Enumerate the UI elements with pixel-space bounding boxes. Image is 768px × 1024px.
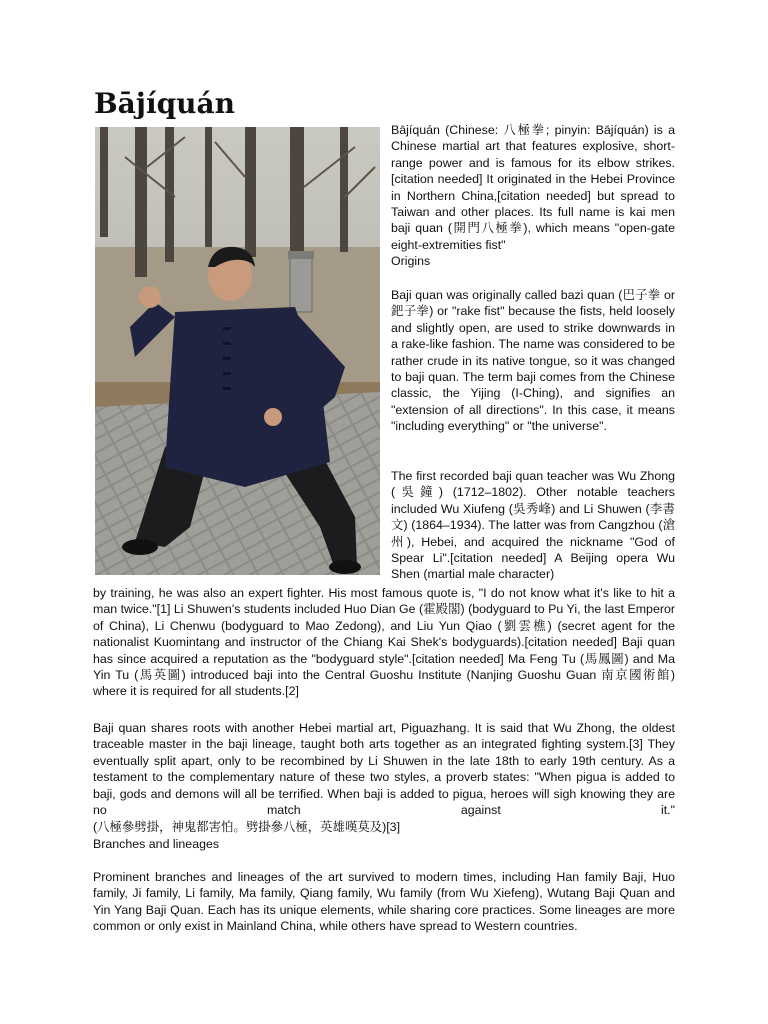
piguazhang-paragraph: Baji quan shares roots with another Hebei martial art, Piguazhang. It is said that Wu Zhong, the oldest traceable master in the baji lineage, taught both arts together as an integrated fighting system.[3] They eventually split apart, only to be recombined by Li Shuwen in the late 18th to early 19th century. As a testament to the complementary nature of these two styles, a proverb states: "When pigua is added to baji, gods and demons will all be terrified. When baji is added to pigua, heroes will sigh knowing they are no match against it." — [93, 721, 675, 818]
intro-paragraph: Bājíquán (Chinese: 八極拳; pinyin: Bājíquán) is a Chinese martial art that features explosive, short-range power and is famous for its elbow strikes.[citation needed] It originated in the Hebei Province in Northern China,[citation needed] but spread to Taiwan and other places. Its full name is kai men baji quan (開門八極拳), which means "open-gate eight-extremities fist" — [391, 123, 675, 252]
teacher-paragraph-right: The first recorded baji quan teacher was Wu Zhong (吳鐘) (1712–1802). Other notable teachers included Wu Xiufeng (吳秀峰) and Li Shuwen (李書文) (1864–1934). The latter was from Cangzhou (滄州), Hebei, and acquired the nickname "God of Spear Li".[citation needed] A Beijing opera Wu Shen (martial male character) — [391, 469, 675, 582]
origins-heading: Origins — [391, 254, 431, 268]
page-title: Bājíquán — [94, 87, 236, 120]
martial-artist-photo — [95, 127, 380, 575]
origins-paragraph: Baji quan was originally called bazi quan (巴子拳 or 鈀子拳) or "rake fist" because the fists, held loosely and slightly open, are used to strike downwards in a rake-like fashion. The name was considered to be rather crude in its native tongue, so it was changed to baji quan. The term baji comes from the Chinese classic, the Yijing (I-Ching), and signifies an "extension of all directions". In this case, it means "including everything" or "the universe". — [391, 288, 675, 434]
branches-paragraph: Prominent branches and lineages of the art survived to modern times, including Han family Baji, Huo family, Ji family, Li family, Ma family, Qiang family, Wu family (from Wu Xiefeng), Wutang Baji Quan and Yin Yang Baji Quan. Each has its unique elements, while sharing core practices. Some lineages are more common or only exist in Mainland China, while others have spread to Western countries. — [93, 870, 675, 934]
teacher-paragraph-full: by training, he was also an expert fighter. His most famous quote is, "I do not know what it's like to hit a man twice."[1] Li Shuwen's students included Huo Dian Ge (霍殿閣) (bodyguard to Pu Yi, the last Emperor of China), Li Chenwu (bodyguard to Mao Zedong), and Liu Yun Qiao (劉雲樵) (secret agent for the nationalist Kuomintang and instructor of the Chiang Kai Shek's bodyguards).[citation needed] Baji quan has since acquired a reputation as the "bodyguard style".[citation needed] Ma Feng Tu (馬鳳圖) and Ma Yin Tu (馬英圖) introduced baji into the Central Guoshu Institute (Nanjing Guoshu Guan 南京國術館) where it is required for all students.[2] — [93, 586, 675, 699]
photo-illustration — [95, 127, 380, 575]
branches-heading: Branches and lineages — [93, 837, 220, 851]
proverb-chinese: (八極參劈掛，神鬼都害怕。劈掛參八極，英雄嘆莫及)[3] — [93, 820, 401, 834]
